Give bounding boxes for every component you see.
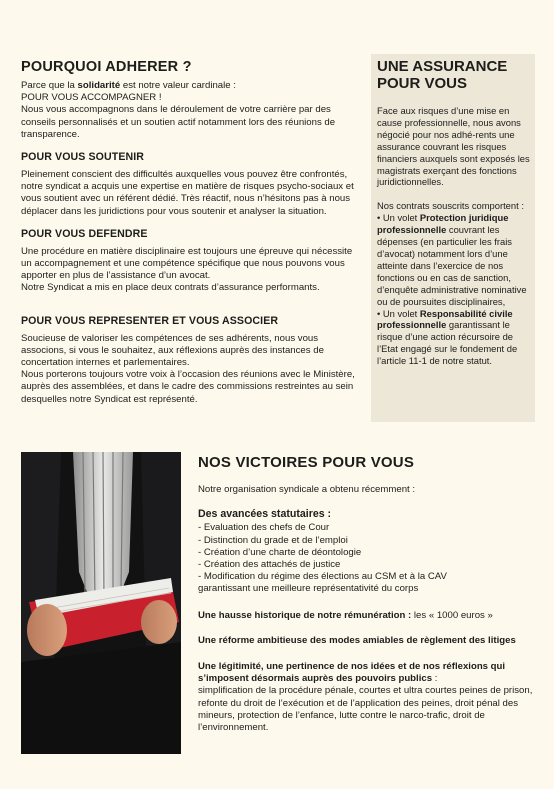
legitimite-bold: Une légitimité, une pertinence de nos idées et de nos réflexions qui s’imposent désormais auprès des pouvoirs publics: [198, 661, 506, 685]
item1-post: couvrant les dépenses (en particulier les frais d’avocat) notamment lors d’une atteinte dans l’exercice de nos fonctions ou en cas de sanction, d’enquête administrative nominative ou de poursuites disciplinaires,: [377, 224, 527, 307]
defendre-title: POUR VOUS DEFENDRE: [21, 227, 148, 240]
list-item: garantissant une meilleure représentativité du corps: [198, 583, 419, 595]
list-item: - Création des attachés de justice: [198, 559, 341, 571]
item1-pre: • Un volet: [377, 212, 420, 224]
avancees-list: [198, 522, 534, 595]
left-column: [21, 59, 361, 406]
remuneration-line: [198, 610, 534, 622]
victoires-title: NOS VICTOIRES POUR VOUS: [198, 454, 415, 471]
list-item: - Evaluation des chefs de Cour: [198, 522, 330, 534]
item1-bold: Protection juridique professionnelle: [377, 212, 509, 236]
item2-bold: Responsabilité civile professionnelle: [377, 307, 513, 331]
defendre-body-2: Notre Syndicat a mis en place deux contrats d’assurance performants.: [21, 282, 320, 294]
contrats-intro: Nos contrats souscrits comportent :: [377, 200, 524, 212]
defendre-body: Une procédure en matière disciplinaire est toujours une épreuve qui nécessite un accompagnement et une compétence spécifique que nous pouvons vous apporter en plus de l’assistance d’un avocat.: [21, 245, 353, 282]
remuneration-bold: Une hausse historique de notre rémunération :: [198, 609, 412, 621]
robe-book-illustration: [21, 452, 181, 754]
soutenir-title: POUR VOUS SOUTENIR: [21, 151, 145, 164]
legitimite-body: simplification de la procédure pénale, courtes et ultra courtes peines de prison, refonte du droit de l’exécution et de l’application des peines, droit pénal des mineurs, protection de l’enfance, lutte contre le narco-trafic, droit de l’environnement.: [198, 685, 533, 734]
magistrate-robe-photo: [21, 452, 181, 754]
assurance-body: Face aux risques d’une mise en cause professionnelle, nous avons négocié pour nos adhé-rents une assurance couvrant les risques financiers auxquels sont exposés les magistrats exerçant des fonctions juridictionnelles.: [377, 105, 530, 188]
intro-bold: solidarité: [77, 80, 121, 91]
list-item: - Modification du régime des élections au CSM et à la CAV: [198, 571, 447, 583]
list-item: - Création d’une charte de déontologie: [198, 546, 362, 558]
item2-pre: • Un volet: [377, 307, 420, 319]
list-item: - Distinction du grade et de l’emploi: [198, 534, 348, 546]
intro-line2: POUR VOUS ACCOMPAGNER !: [21, 92, 162, 104]
assurance-panel: [371, 54, 535, 422]
victoires-intro: Notre organisation syndicale a obtenu récemment :: [198, 484, 416, 495]
item2-post: garantissant le risque d’une action récursoire de l’Etat engagé sur le fondement de l’article 11-1 de notre statut.: [377, 319, 518, 367]
representer-body: Soucieuse de valoriser les compétences de ses adhérents, nous vous associons, si vous le souhaitez, aux réflexions auprès des instances de concertation internes et parlementaires.: [21, 332, 324, 369]
representer-title: POUR VOUS REPRESENTER ET VOUS ASSOCIER: [21, 314, 279, 327]
assurance-title-line2: POUR VOUS: [377, 75, 468, 92]
intro-post: est notre valeur cardinale :: [120, 80, 236, 91]
contrat-protection-juridique: [377, 212, 532, 307]
representer-body-2: Nous porterons toujours votre voix à l’occasion des réunions avec le Ministère, auprès des assemblées, et dans le cadre des commissions restreintes au sein desquelles notre Syndicat est représenté.: [21, 369, 355, 405]
pourquoi-adherer-title: POURQUOI ADHERER ?: [21, 59, 192, 75]
intro-pre: Parce que la: [21, 80, 78, 91]
victoires-section: [198, 454, 534, 734]
avancees-title: Des avancées statutaires :: [198, 508, 332, 521]
remuneration-post: les « 1000 euros »: [411, 609, 493, 621]
intro-body: Nous vous accompagnons dans le déroulement de votre carrière par des conseils personnalisés et un soutien actif notamment lors des réunions de transparence.: [21, 104, 336, 140]
soutenir-body: Pleinement conscient des difficultés auxquelles vous pouvez être confrontés, notre syndicat a acquis une expertise en matière de risques psycho-sociaux et vous soutient avec un référent dédié. Très réactif, nous n’hésitons pas à nous déplacer dans les juridictions pour vous soutenir et analyser la situation.: [21, 169, 354, 217]
contrat-responsabilite-civile: [377, 308, 532, 368]
reforme-line: Une réforme ambitieuse des modes amiables de règlement des litiges: [198, 634, 516, 646]
assurance-title-line1: UNE ASSURANCE: [377, 58, 508, 75]
legitimite-colon: :: [432, 673, 438, 685]
intro-paragraph: [21, 80, 361, 92]
legitimite-paragraph: [198, 661, 534, 734]
